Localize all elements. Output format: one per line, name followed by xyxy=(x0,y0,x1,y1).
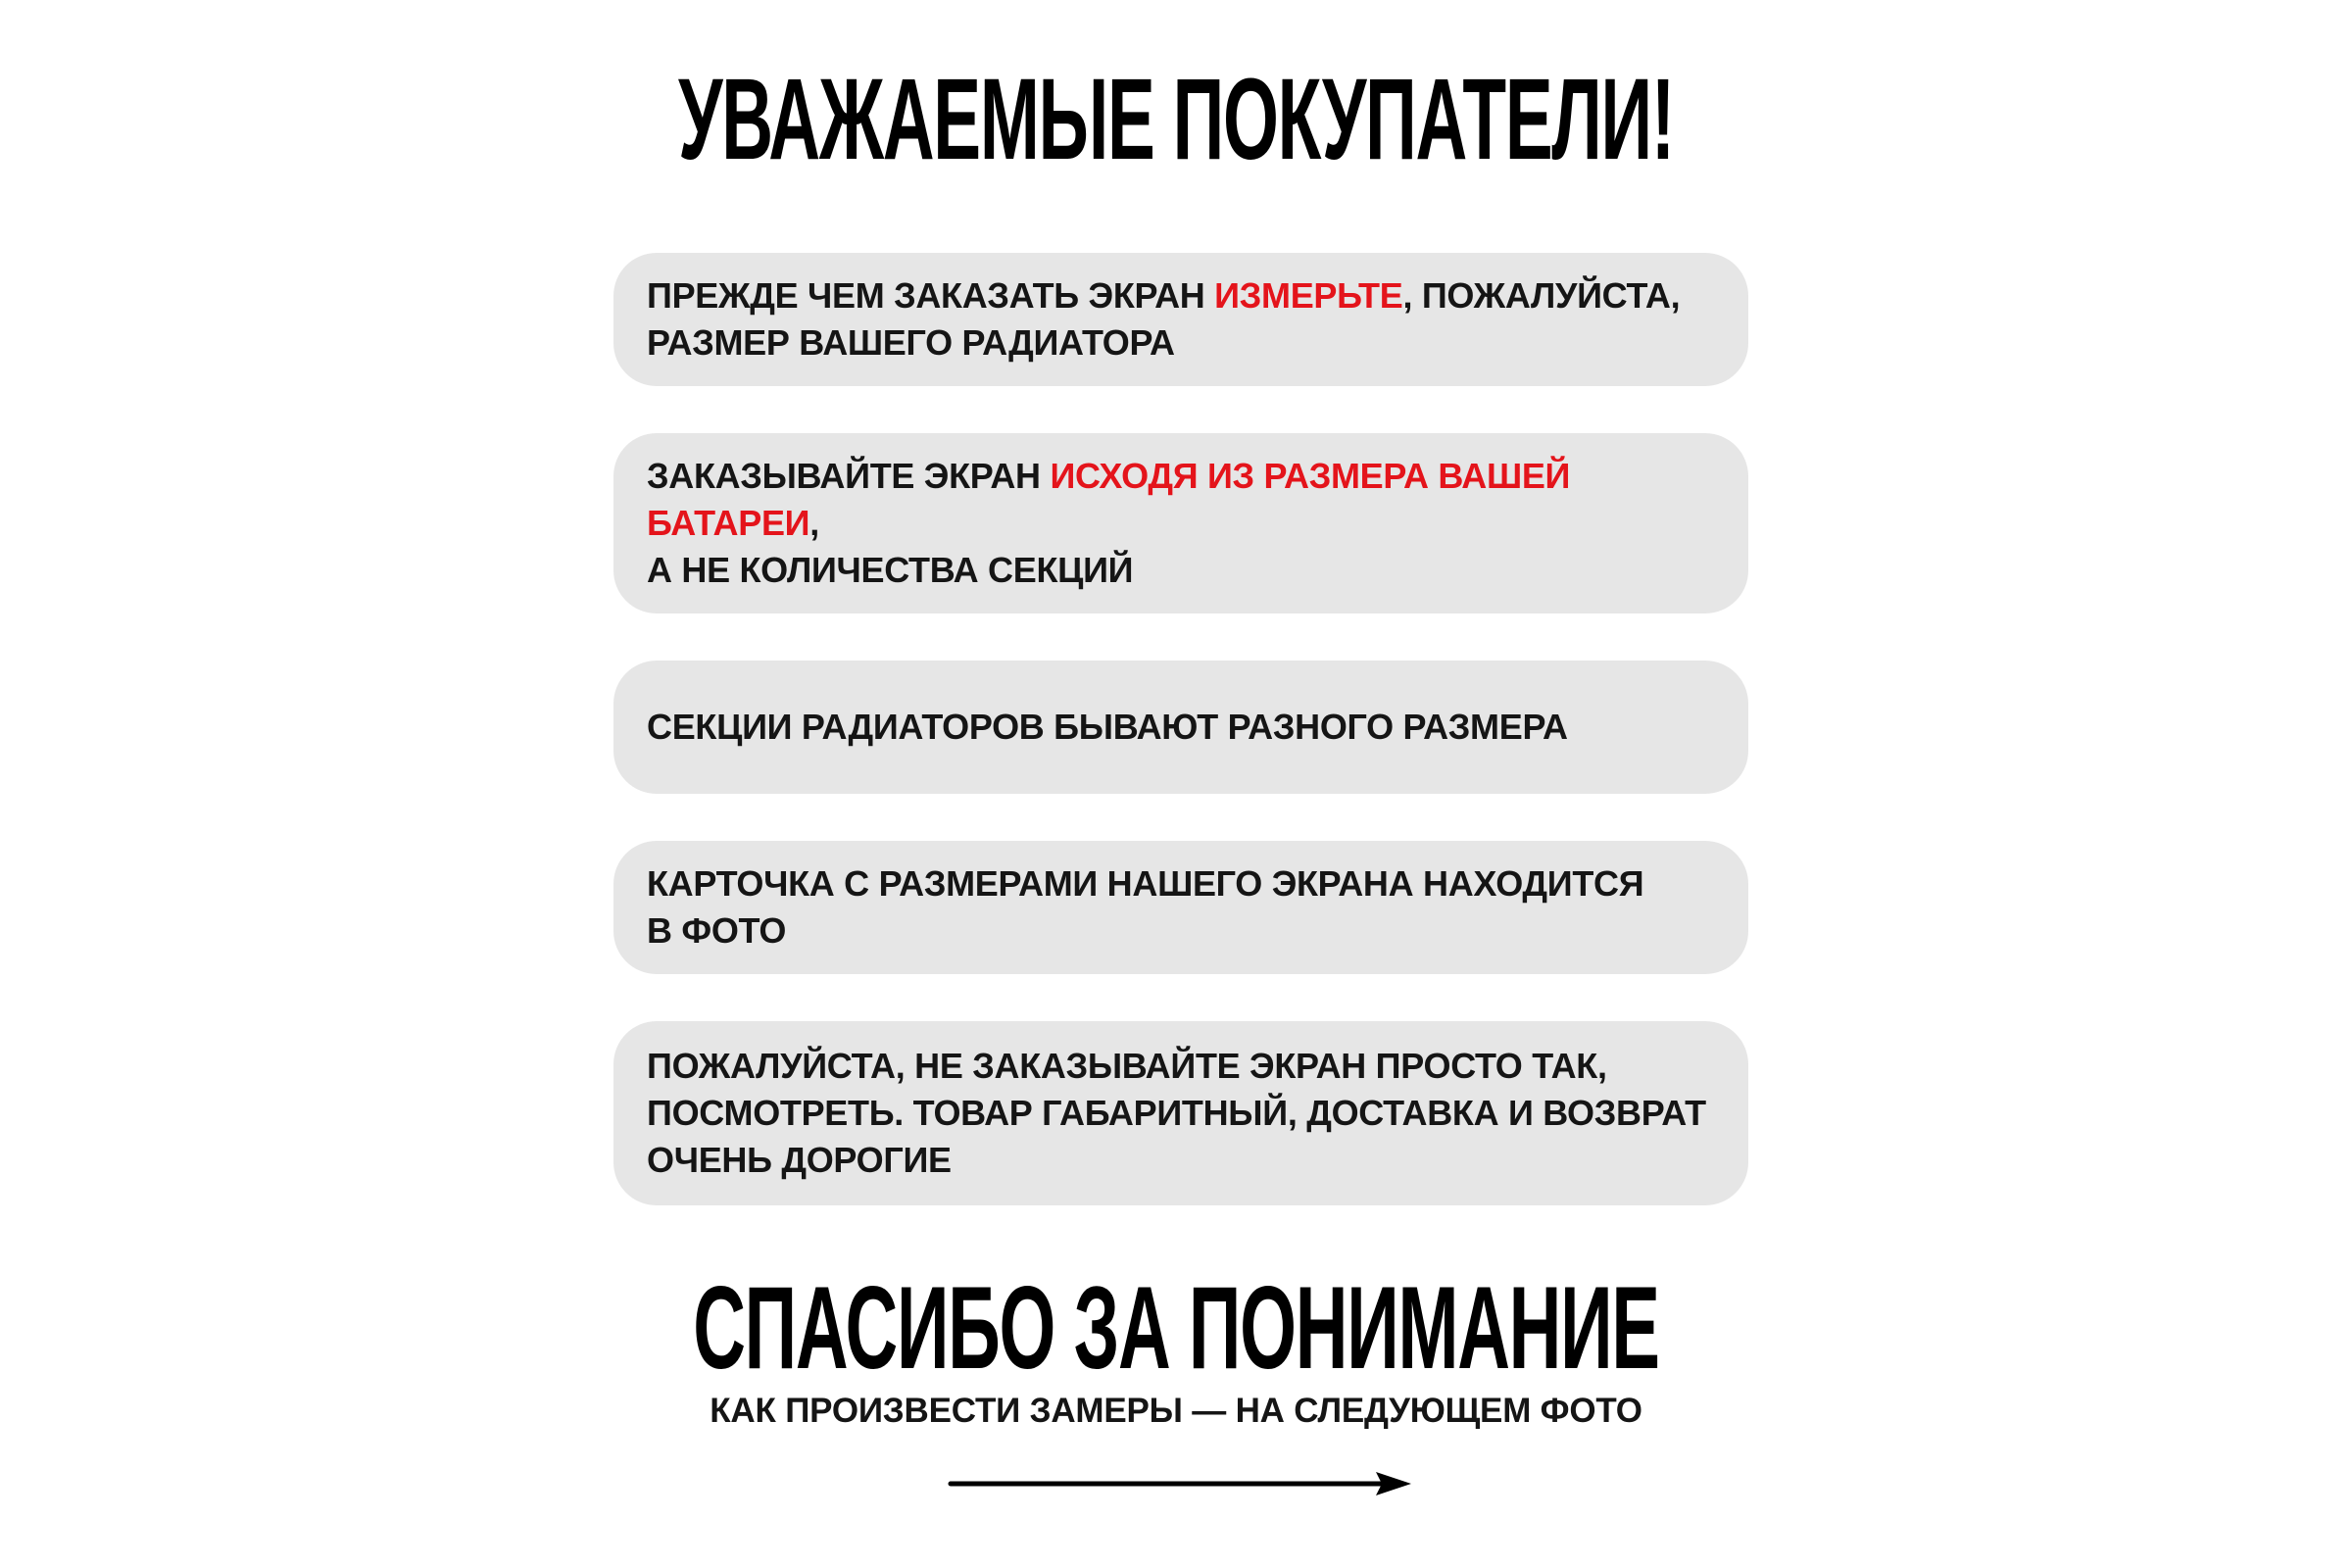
notice-list xyxy=(613,253,1748,1252)
notice-text xyxy=(647,453,1715,594)
notice-text-part: ПРЕЖДЕ ЧЕМ ЗАКАЗАТЬ ЭКРАН xyxy=(647,275,1215,316)
notice-text xyxy=(647,272,1680,367)
notice-card-measure xyxy=(613,253,1748,386)
notice-text-part: ЗАКАЗЫВАЙТЕ ЭКРАН xyxy=(647,456,1051,496)
page-title: УВАЖАЕМЫЕ ПОКУПАТЕЛИ! xyxy=(678,55,1674,184)
notice-text: КАРТОЧКА С РАЗМЕРАМИ НАШЕГО ЭКРАНА НАХОДИТСЯ В ФОТО xyxy=(647,863,1644,951)
notice-card-order-by-size xyxy=(613,433,1748,613)
notice-text: СЕКЦИИ РАДИАТОРОВ БЫВАЮТ РАЗНОГО РАЗМЕРА xyxy=(647,707,1568,747)
thanks-title: СПАСИБО ЗА ПОНИМАНИЕ xyxy=(693,1262,1659,1394)
notice-text-part: , А НЕ КОЛИЧЕСТВА СЕКЦИЙ xyxy=(647,503,1134,590)
notice-highlight: ИЗМЕРЬТЕ xyxy=(1214,275,1403,316)
next-photo-hint: КАК ПРОИЗВЕСТИ ЗАМЕРЫ — НА СЛЕДУЮЩЕМ ФОТО xyxy=(710,1392,1642,1430)
arrow-right-icon xyxy=(945,1466,1415,1501)
notice-card-no-casual-orders xyxy=(613,1021,1748,1205)
notice-text-part: , ПОЖАЛУЙСТА, РАЗМЕР ВАШЕГО РАДИАТОРА xyxy=(647,275,1681,363)
notice-highlight: ИСХОДЯ ИЗ РАЗМЕРА ВАШЕЙ БАТАРЕИ xyxy=(647,456,1571,543)
notice-text: ПОЖАЛУЙСТА, НЕ ЗАКАЗЫВАЙТЕ ЭКРАН ПРОСТО ТАК, ПОСМОТРЕТЬ. ТОВАР ГАБАРИТНЫЙ, ДОСТАВКА И ВОЗВРАТ ОЧЕНЬ ДОРОГИЕ xyxy=(647,1046,1706,1180)
notice-card-section-sizes xyxy=(613,661,1748,794)
notice-card-dimensions-photo xyxy=(613,841,1748,974)
